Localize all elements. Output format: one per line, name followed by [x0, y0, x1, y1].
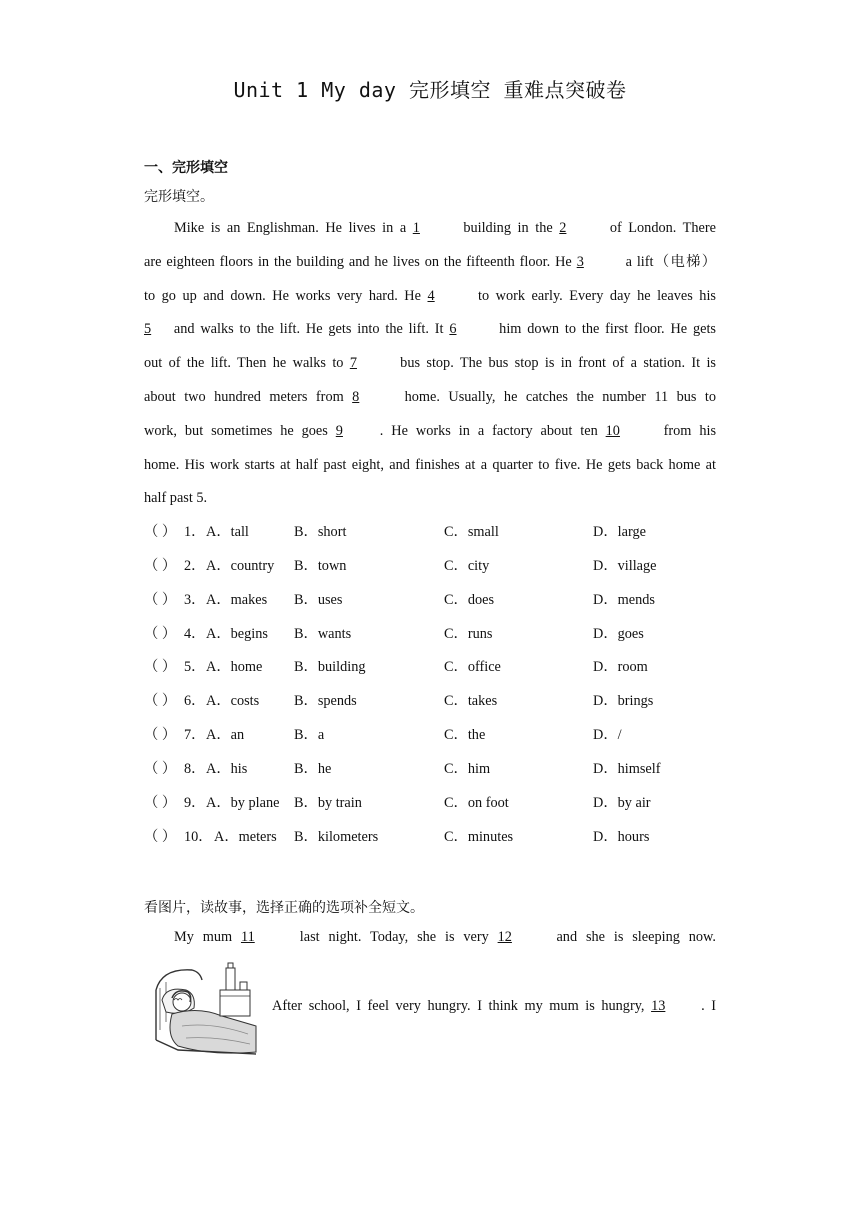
option-b[interactable]: B．building: [294, 659, 366, 676]
blank-10[interactable]: 10: [605, 422, 620, 439]
blank-2[interactable]: 2: [559, 220, 567, 236]
passage-text: to work early. Every day he leaves his: [471, 287, 716, 304]
story-line: [144, 929, 716, 946]
passage-text: bus stop. The bus stop is in front of a station. It is: [393, 355, 716, 372]
story-text: last night. Today, she is very: [290, 929, 498, 945]
passage-text: and walks to the lift. He gets into the lift. It: [168, 321, 450, 338]
passage-text: him down to the first floor. He gets: [493, 321, 716, 338]
answer-paren[interactable]: （ ）: [144, 760, 177, 777]
answer-paren[interactable]: （ ）: [144, 794, 177, 811]
passage-text: of London. There: [603, 220, 716, 236]
passage-line: [144, 212, 716, 246]
option-c[interactable]: C．city: [444, 557, 490, 574]
answer-paren[interactable]: （ ）: [144, 524, 177, 540]
option-b[interactable]: B．wants: [294, 625, 352, 642]
option-a[interactable]: A．begins: [206, 625, 268, 642]
question-number: 1．: [184, 524, 206, 540]
answer-paren[interactable]: （ ）: [144, 828, 177, 845]
section-heading: 一、完形填空: [144, 160, 228, 176]
question-number: 9．: [184, 794, 206, 811]
page-title: Unit 1 My day 完形填空 重难点突破卷: [233, 78, 627, 102]
option-a[interactable]: A．by plane: [206, 794, 280, 811]
option-d[interactable]: D．himself: [593, 760, 661, 777]
story-text: After school, I feel very hungry. I think my mum is hungry,: [272, 998, 652, 1014]
question-row: [144, 787, 744, 821]
question-row: [144, 719, 744, 753]
option-a[interactable]: A．meters: [214, 828, 277, 845]
option-c[interactable]: C．minutes: [444, 828, 514, 845]
passage-text: are eighteen floors in the building and he lives on the fifteenth floor. He: [144, 253, 577, 270]
passage-line: [144, 313, 716, 347]
passage-text: Mike is an Englishman. He lives in a: [174, 220, 413, 236]
question-row: [144, 651, 744, 685]
sleeping-mum-illustration: [152, 960, 260, 1058]
question-number: 4．: [184, 625, 206, 642]
option-b[interactable]: B．town: [294, 557, 347, 574]
passage-line: [144, 415, 716, 449]
option-a[interactable]: A．makes: [206, 591, 268, 608]
cloze-passage: [144, 212, 716, 516]
blank-11[interactable]: 11: [240, 929, 255, 945]
question-number: 3．: [184, 591, 206, 608]
passage-text: from his: [655, 422, 717, 439]
passage-text: a lift（电梯）: [620, 253, 717, 270]
passage-text: . He works in a factory about ten: [379, 422, 606, 439]
blank-5[interactable]: 5: [144, 321, 152, 338]
question-row: [144, 753, 744, 787]
question-number: 6．: [184, 693, 206, 710]
passage-text: home. His work starts at half past eight, and finishes at a quarter to five. He gets back home at: [144, 456, 716, 473]
passage-text: about two hundred meters from: [144, 388, 353, 405]
blank-9[interactable]: 9: [335, 422, 343, 439]
question-row: [144, 584, 744, 618]
option-b[interactable]: B．kilometers: [294, 828, 379, 845]
question-row: [144, 550, 744, 584]
option-b[interactable]: B．by train: [294, 794, 362, 811]
option-c[interactable]: C．the: [444, 727, 486, 744]
passage-text: out of the lift. Then he walks to: [144, 355, 350, 372]
story-text: . I: [701, 998, 716, 1014]
passage-text: building in the: [456, 220, 560, 236]
story-text: My mum: [174, 929, 241, 945]
passage-line: [144, 449, 716, 483]
question-number: 8．: [184, 760, 206, 777]
answer-paren[interactable]: （ ）: [144, 659, 177, 676]
question-number: 5．: [184, 659, 206, 676]
option-c[interactable]: C．small: [444, 524, 499, 540]
option-d[interactable]: D．/: [593, 727, 622, 744]
option-b[interactable]: B．a: [294, 727, 325, 744]
story-line: [272, 998, 716, 1015]
blank-8[interactable]: 8: [352, 388, 360, 405]
option-d[interactable]: D．goes: [593, 625, 644, 642]
option-b[interactable]: B．he: [294, 760, 332, 777]
question-row: [144, 821, 744, 855]
option-d[interactable]: D．hours: [593, 828, 650, 845]
option-c[interactable]: C．him: [444, 760, 491, 777]
passage-line: [144, 280, 716, 314]
option-c[interactable]: C．office: [444, 659, 501, 676]
option-a[interactable]: A．costs: [206, 693, 260, 710]
question-row: [144, 618, 744, 652]
story-instruction: 看图片，读故事，选择正确的选项补全短文。: [144, 900, 424, 916]
question-list: [144, 516, 744, 854]
section-instruction: 完形填空。: [144, 189, 214, 205]
blank-12[interactable]: 12: [497, 929, 512, 945]
option-a[interactable]: A．his: [206, 760, 248, 777]
option-d[interactable]: D．room: [593, 659, 648, 676]
passage-line: [144, 482, 716, 516]
option-c[interactable]: C．does: [444, 591, 495, 608]
passage-line: [144, 246, 716, 280]
option-b[interactable]: B．uses: [294, 591, 343, 608]
option-b[interactable]: B．spends: [294, 693, 357, 710]
passage-line: [144, 347, 716, 381]
question-number: 10．: [184, 828, 213, 845]
answer-paren[interactable]: （ ）: [144, 625, 177, 642]
passage-line: [144, 381, 716, 415]
option-a[interactable]: A．home: [206, 659, 263, 676]
question-row: [144, 685, 744, 719]
option-d[interactable]: D．mends: [593, 591, 655, 608]
option-c[interactable]: C．takes: [444, 693, 498, 710]
passage-text: to go up and down. He works very hard. He: [144, 287, 428, 304]
option-a[interactable]: A．tall: [206, 524, 249, 540]
option-b[interactable]: B．short: [294, 524, 347, 540]
blank-4[interactable]: 4: [427, 287, 435, 304]
story-text: and she is sleeping now.: [547, 929, 716, 945]
option-a[interactable]: A．an: [206, 727, 245, 744]
question-number: 7．: [184, 727, 206, 744]
option-d[interactable]: D．large: [593, 524, 646, 540]
passage-text: half past 5.: [144, 490, 208, 507]
answer-paren[interactable]: （ ）: [144, 727, 177, 744]
blank-7[interactable]: 7: [349, 355, 357, 372]
option-c[interactable]: C．on foot: [444, 794, 509, 811]
option-d[interactable]: D．brings: [593, 693, 654, 710]
question-row: [144, 516, 744, 550]
passage-text: home. Usually, he catches the number 11 bus to: [396, 388, 717, 405]
option-c[interactable]: C．runs: [444, 625, 493, 642]
blank-6[interactable]: 6: [449, 321, 457, 338]
option-d[interactable]: D．by air: [593, 794, 651, 811]
answer-paren[interactable]: （ ）: [144, 693, 177, 710]
blank-13[interactable]: 13: [651, 998, 666, 1014]
question-number: 2．: [184, 557, 206, 574]
option-d[interactable]: D．village: [593, 557, 657, 574]
answer-paren[interactable]: （ ）: [144, 557, 177, 574]
answer-paren[interactable]: （ ）: [144, 591, 177, 608]
blank-3[interactable]: 3: [576, 253, 584, 270]
passage-text: work, but sometimes he goes: [144, 422, 336, 439]
option-a[interactable]: A．country: [206, 557, 275, 574]
blank-1[interactable]: 1: [412, 220, 420, 236]
